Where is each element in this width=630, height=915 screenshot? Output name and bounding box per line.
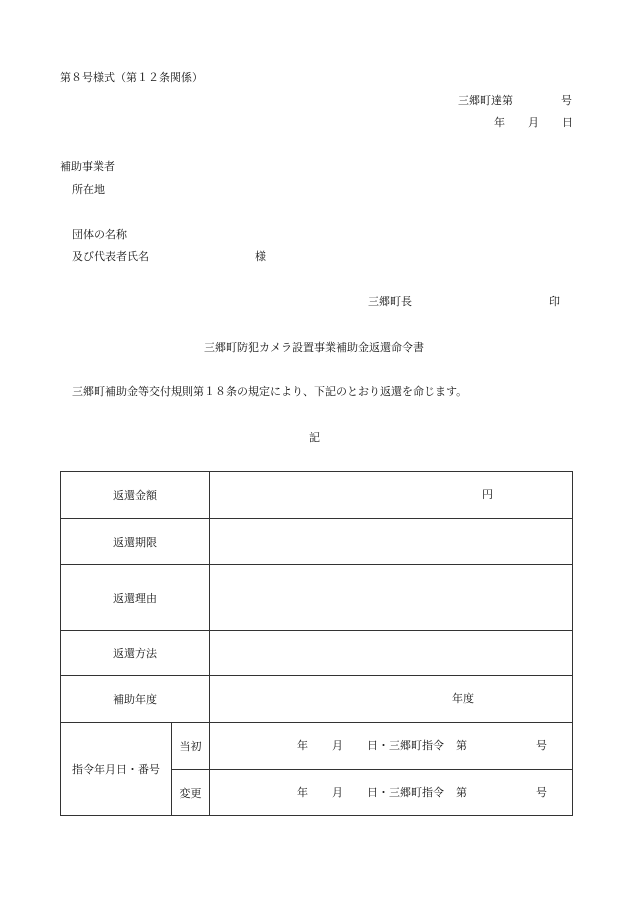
form-number: 第８号様式（第１２条関係） — [60, 71, 203, 84]
order-year: 年 — [297, 739, 308, 752]
deadline-label: 返還期限 — [61, 519, 210, 565]
order-label: 指令年月日・番号 — [61, 723, 172, 816]
method-cell — [210, 631, 573, 676]
order-detail-changed — [210, 770, 573, 816]
method-label: 返還方法 — [61, 631, 210, 676]
fiscal-year-cell — [210, 676, 573, 723]
order-number-prefix: 第 — [456, 739, 467, 752]
representative-label: 及び代表者氏名 — [72, 250, 149, 263]
fiscal-year-row — [61, 676, 573, 723]
seal-mark: 印 — [549, 295, 560, 308]
honorific: 様 — [255, 250, 266, 263]
order-day-command: 日・三郷町指令 — [367, 786, 444, 799]
recipient-heading: 補助事業者 — [60, 160, 115, 173]
reason-cell — [210, 565, 573, 631]
doc-date-year: 年 — [494, 116, 505, 129]
issuer-title: 三郷町長 — [368, 295, 412, 308]
doc-number-prefix: 三郷町達第 — [458, 94, 513, 107]
amount-unit: 円 — [482, 488, 493, 501]
document-title: 三郷町防犯カメラ設置事業補助金返還命令書 — [204, 341, 424, 354]
doc-date-day: 日 — [562, 116, 573, 129]
order-day-command: 日・三郷町指令 — [367, 739, 444, 752]
refund-details-table — [60, 471, 573, 816]
reason-label: 返還理由 — [61, 565, 210, 631]
body-text: 三郷町補助金等交付規則第１８条の規定により、下記のとおり返還を命じます。 — [72, 385, 468, 398]
fiscal-year-label: 補助年度 — [61, 676, 210, 723]
fiscal-year-unit: 年度 — [452, 692, 474, 705]
doc-date-month: 月 — [528, 116, 539, 129]
order-year: 年 — [297, 786, 308, 799]
order-number-suffix: 号 — [536, 786, 547, 799]
reason-row — [61, 565, 573, 631]
amount-row — [61, 472, 573, 519]
method-row — [61, 631, 573, 676]
order-kind-changed: 変更 — [172, 770, 210, 816]
order-month: 月 — [332, 786, 343, 799]
deadline-row — [61, 519, 573, 565]
org-name-label: 団体の名称 — [72, 228, 127, 241]
amount-label: 返還金額 — [61, 472, 210, 519]
amount-cell — [210, 472, 573, 519]
doc-number-suffix: 号 — [561, 94, 572, 107]
order-number-prefix: 第 — [456, 786, 467, 799]
order-detail-original — [210, 723, 573, 770]
order-month: 月 — [332, 739, 343, 752]
order-row-original — [61, 723, 573, 770]
address-label: 所在地 — [72, 183, 105, 196]
ki-label: 記 — [309, 431, 320, 444]
order-kind-original: 当初 — [172, 723, 210, 770]
deadline-cell — [210, 519, 573, 565]
order-number-suffix: 号 — [536, 739, 547, 752]
